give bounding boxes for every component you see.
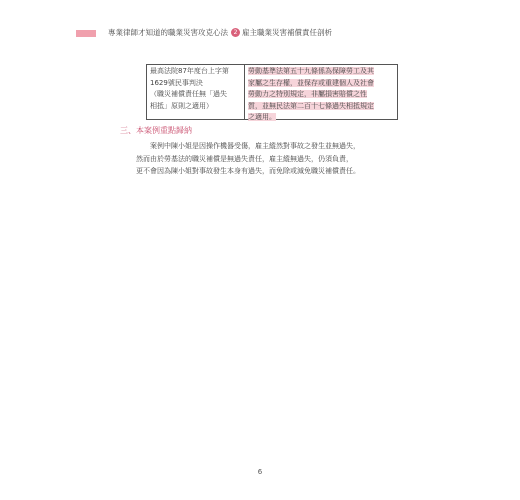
case-citation-line: （職災補償責任無「過失 bbox=[150, 90, 227, 98]
highlighted-text: 家屬之生存權，並保存或重建個人及社會 bbox=[248, 78, 374, 87]
case-holding-line bbox=[248, 112, 394, 124]
case-citation-line: 相抵」原則之適用） bbox=[150, 101, 213, 110]
chapter-title: 雇主職業災害補償責任剖析 bbox=[242, 28, 332, 37]
highlighted-text: 之適用。 bbox=[248, 113, 276, 121]
paragraph-line: 案例中陳小姐是因操作機器受傷，雇主縱然對事故之發生並無過失， bbox=[150, 142, 360, 150]
paragraph-line: 然而由於勞基法的職災補償是無過失責任，雇主縱無過失，仍須負責， bbox=[136, 154, 353, 163]
paragraph-line: 更不會因為陳小姐對事故發生本身有過失，而免除或減免職災補償責任。 bbox=[136, 167, 360, 175]
case-holding-cell bbox=[245, 65, 397, 119]
case-holding-line bbox=[248, 66, 394, 78]
case-holding-line bbox=[248, 101, 394, 113]
case-holding-line bbox=[248, 78, 394, 90]
book-title: 專業律師才知道的職業災害攻克心法 bbox=[108, 28, 228, 37]
page-number: 6 bbox=[257, 468, 263, 476]
case-holding-line bbox=[248, 89, 394, 101]
highlighted-text: 勞動力之特別規定，非屬損害賠償之性 bbox=[248, 90, 367, 98]
header-color-marker bbox=[76, 30, 96, 37]
chapter-number-badge: 2 bbox=[231, 28, 240, 37]
highlighted-text: 勞動基準法第五十九條係為保障勞工及其 bbox=[248, 67, 374, 75]
case-citation-line: 1629號民事判決 bbox=[150, 78, 203, 87]
case-table bbox=[146, 64, 398, 120]
section-heading: 三、本案例重點歸納 bbox=[120, 126, 192, 135]
case-citation-line: 最高法院87年度台上字第 bbox=[150, 67, 229, 75]
highlighted-text: 質，並無民法第二百十七條過失相抵規定 bbox=[248, 101, 374, 110]
case-citation-cell bbox=[147, 65, 245, 119]
body-paragraph bbox=[136, 140, 398, 178]
